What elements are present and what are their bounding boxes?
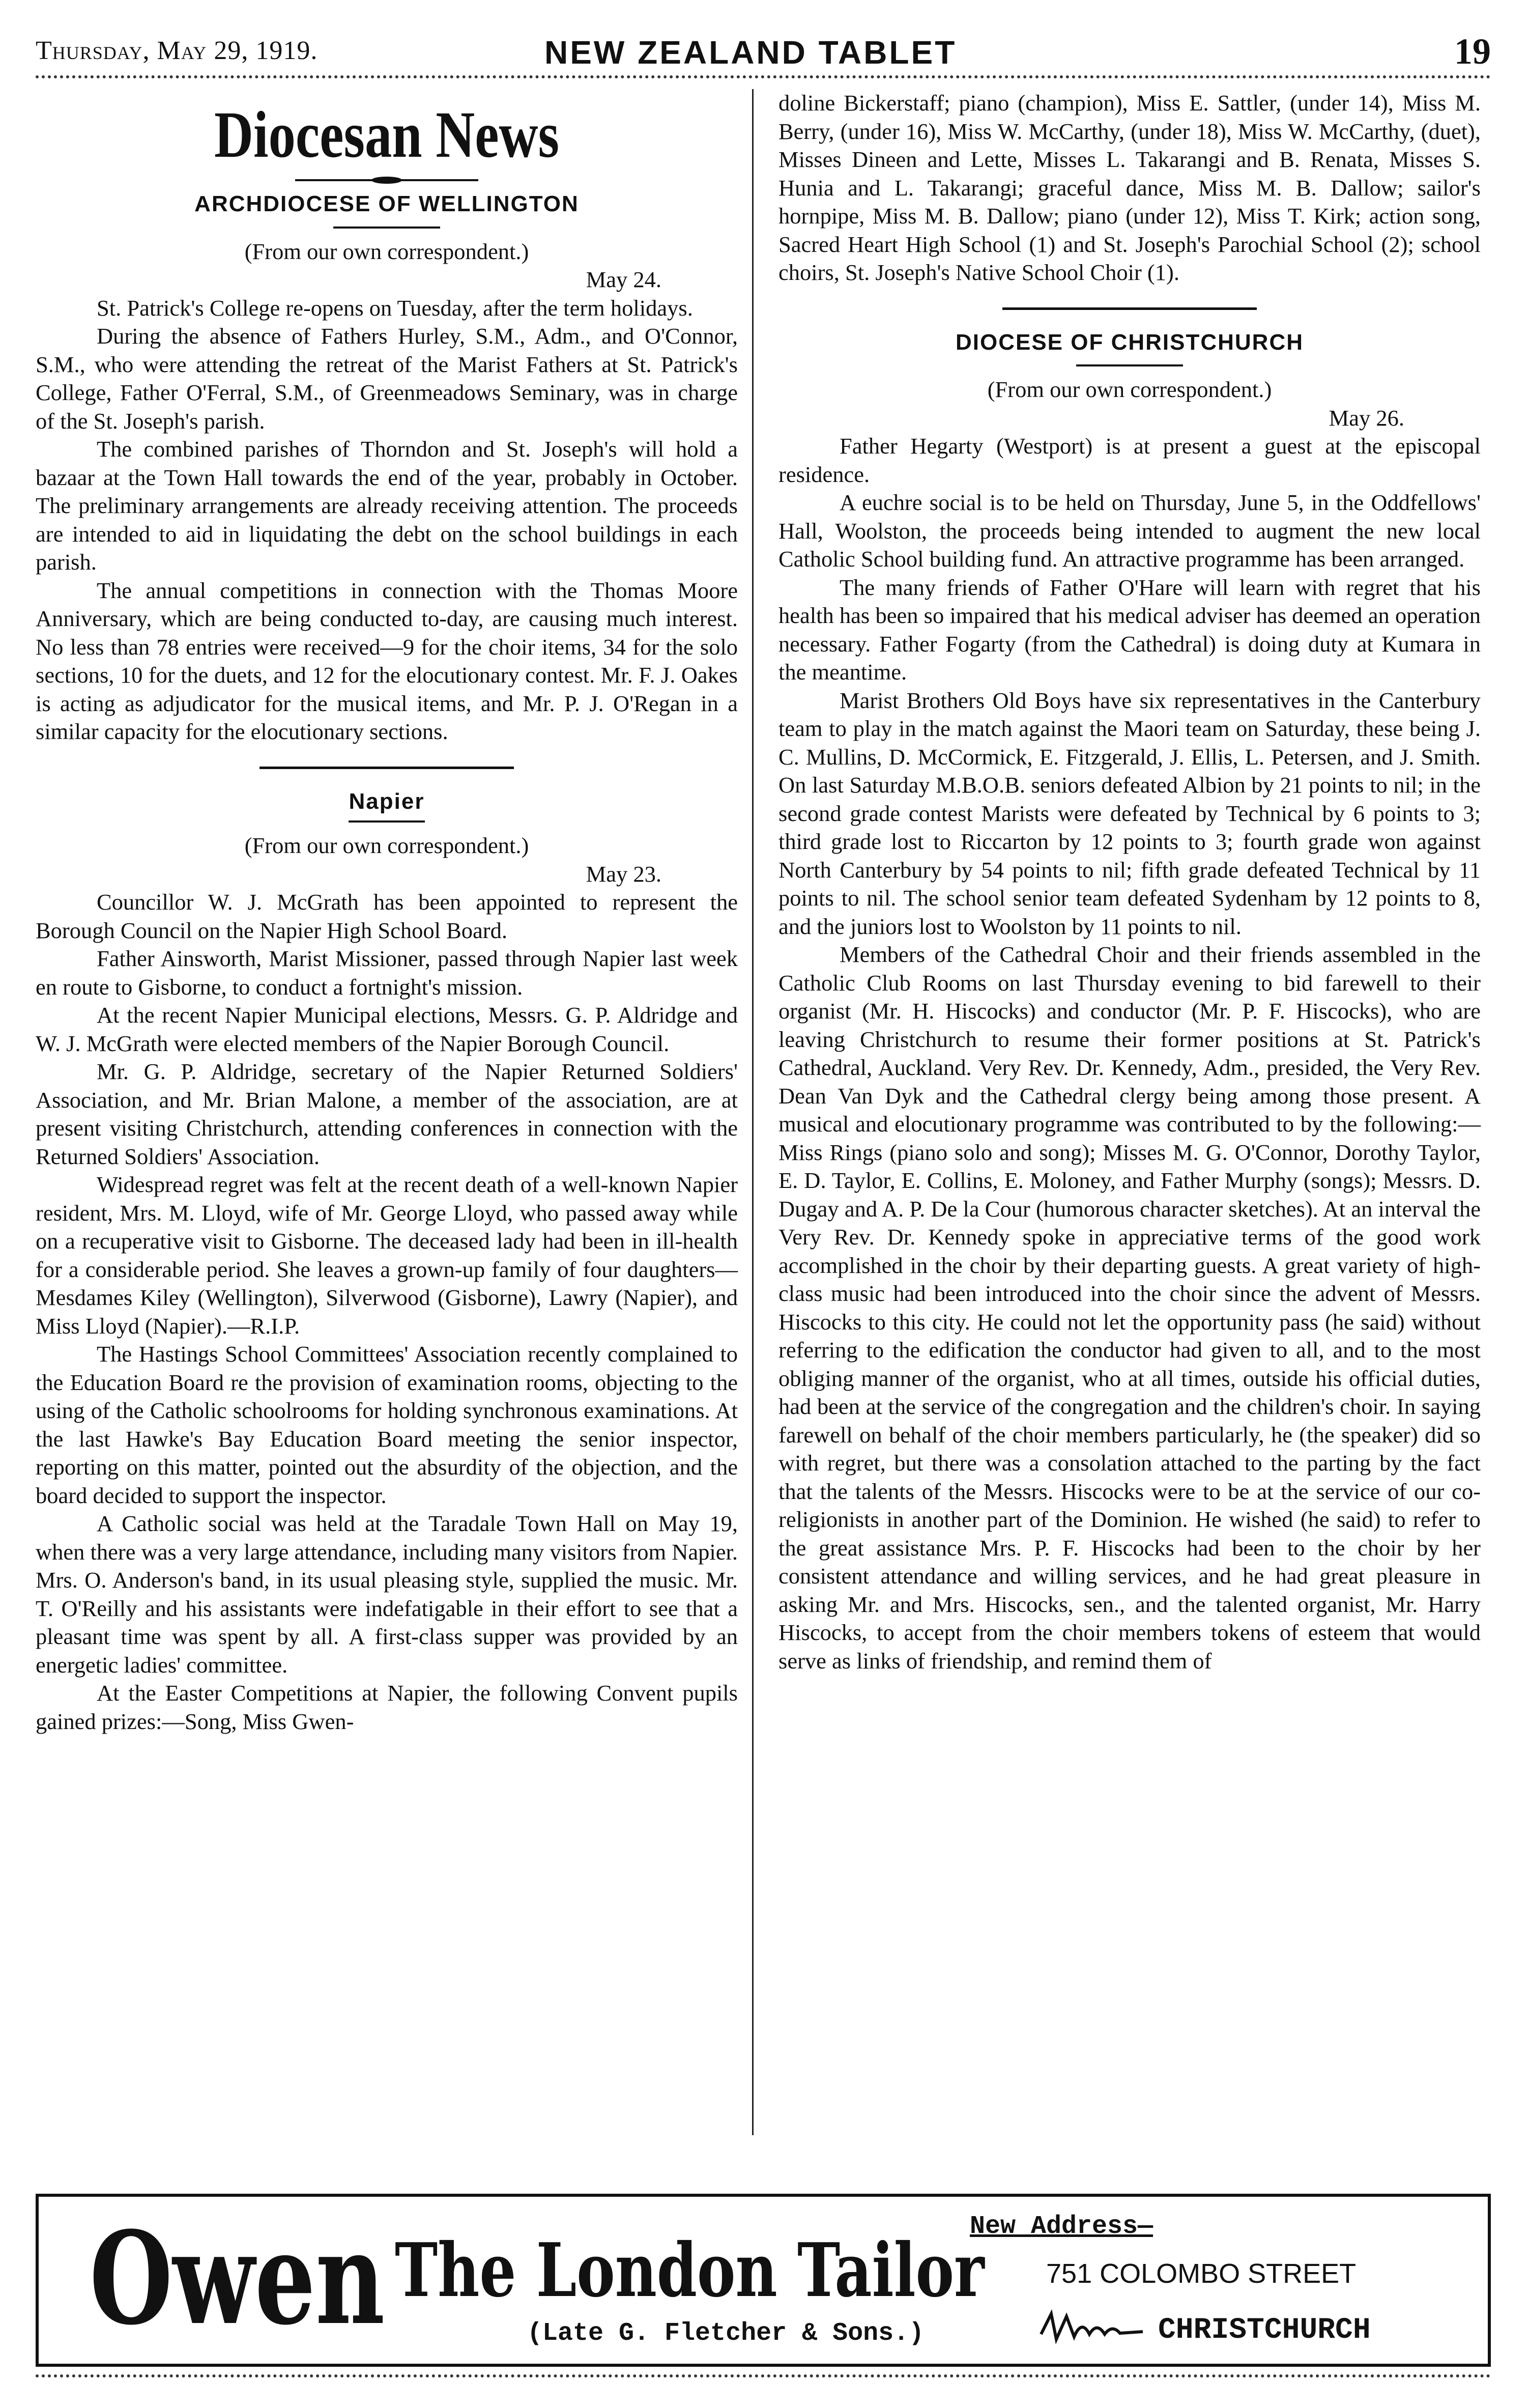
section-rule	[349, 820, 425, 823]
paragraph: A Catholic social was held at the Taradale Town Hall on May 19, when there was a very large attendance, including many visitors from Napier. Mrs. O. Anderson's band, in its usual pleasing style, supplied the music. Mr. T. O'Reilly and his assistants were indefatigable in their effort to see that a pleasant time was spent by all. A first-class supper was provided by an energetic ladies' committee.	[36, 1511, 738, 1678]
paragraph: Councillor W. J. McGrath has been appointed to represent the Borough Council on the Napier High School Board.	[36, 889, 738, 943]
masthead: NEW ZEALAND TABLET	[544, 34, 957, 71]
page-header	[36, 31, 1491, 71]
paragraph-continued: doline Bickerstaff; piano (champion), Miss E. Sattler, (under 14), Miss M. Berry, (under 16), Miss W. McCarthy, (under 18), Miss W. McCarthy, (duet), Misses Dineen and Lette, Misses L. Takarangi and B. Renata, Misses S. Hunia and L. Takarangi; graceful dance, Miss M. B. Dallow; sailor's hornpipe, Miss M. B. Dallow; piano (under 12), Miss T. Kirk; action song, Sacred Heart High School (1) and St. Joseph's Parochial School (2); school choirs, St. Joseph's Native School Choir (1).	[778, 90, 1481, 285]
page-title: Diocesan News	[214, 98, 560, 172]
header-rule	[36, 75, 1491, 78]
paragraph: The many friends of Father O'Hare will learn with regret that his health has been so impaired that his medical adviser has deemed an operation necessary. Father Fogarty (from the Cathedral) is doing duty at Kumara in the meantime.	[778, 574, 1481, 685]
left-column	[36, 89, 738, 1736]
issue-date: Thursday, May 29, 1919.	[36, 36, 318, 65]
wellington-heading: ARCHDIOCESE OF WELLINGTON	[194, 191, 579, 216]
section-divider	[1002, 307, 1257, 310]
napier-correspondent: (From our own correspondent.)	[244, 833, 529, 858]
paragraph: Widespread regret was felt at the recent death of a well-known Napier resident, Mrs. M. Lloyd, wife of Mr. George Lloyd, who passed away while on a recuperative visit to Gisborne. The deceased lady had been in ill-health for a considerable period. She leaves a grown-up family of four daughters—Mesdames Kiley (Wellington), Silverwood (Gisborne), Lawry (Napier), and Miss Lloyd (Napier).—R.I.P.	[36, 1172, 738, 1339]
title-ornament	[295, 177, 478, 184]
paragraph: The combined parishes of Thorndon and St. Joseph's will hold a bazaar at the Town Hall towards the end of the year, probably in October. The preliminary arrangements are already receiving attention. The proceeds are intended to aid in liquidating the debt on the school buildings in each parish.	[36, 436, 738, 575]
wellington-dateline: May 24.	[586, 267, 661, 292]
ad-city: CHRISTCHURCH	[1158, 2314, 1371, 2347]
section-rule	[333, 226, 440, 229]
section-rule	[1076, 364, 1183, 366]
wellington-correspondent: (From our own correspondent.)	[244, 238, 529, 264]
paragraph: A euchre social is to be held on Thursday, June 5, in the Oddfellows' Hall, Woolston, the proceeds being intended to augment the new local Catholic School building fund. An attractive programme has been arranged.	[778, 490, 1481, 572]
christchurch-heading: DIOCESE OF CHRISTCHURCH	[955, 329, 1304, 355]
paragraph: At the recent Napier Municipal elections, Messrs. G. P. Aldridge and W. J. McGrath were elected members of the Napier Borough Council.	[36, 1002, 738, 1056]
paragraph: Mr. G. P. Aldridge, secretary of the Napier Returned Soldiers' Association, and Mr. Brian Malone, a member of the association, are at present visiting Christchurch, attending conferences in connection with the Returned Soldiers' Association.	[36, 1059, 738, 1169]
paragraph: Members of the Cathedral Choir and their friends assembled in the Catholic Club Rooms on last Thursday evening to bid farewell to their organist (Mr. H. Hiscocks) and conductor (Mr. P. F. Hiscocks), who are leaving Christchurch to resume their former positions at St. Patrick's Cathedral, Auckland. Very Rev. Dr. Kennedy, Adm., presided, the Very Rev. Dean Van Dyk and the Cathedral clergy being among those present. A musical and elocutionary programme was contributed to by the following:—Miss Rings (piano solo and song); Misses M. G. O'Connor, Dorothy Taylor, E. D. Taylor, E. Collins, E. Moloney, and Father Murphy (songs); Messrs. D. Dugay and A. P. De la Cour (humorous character sketches). At an interval the Very Rev. Dr. Kennedy spoke in appreciative terms of the good work accomplished in the choir by their departing guests. A great variety of high-class music had been introduced into the choir since the advent of Messrs. Hiscocks to this city. He could not let the opportunity pass (he said) without referring to the edification the conductor had given to all, and to the most obliging manner of the organist, who at all times, outside his official duties, had been at the service of the congregation and the children's choir. In saying farewell on behalf of the choir members particularly, he (the speaker) did so with regret, but there was a consolation attached to the parting by the fact that the talents of the Messrs. Hiscocks were to be at the service of our co-religionists in another part of the Dominion. He wished (he said) to refer to the great assistance Mrs. P. F. Hiscocks had been to the choir by her consistent attendance and willing services, and he had great pleasure in asking Mr. and Mrs. Hiscocks, sen., and the talented organist, Mr. Harry Hiscocks, to accept from the choir members tokens of esteem that would serve as links of friendship, and remind them of	[778, 942, 1481, 1674]
ad-tagline: The London Tailor	[395, 2227, 985, 2314]
paragraph: Marist Brothers Old Boys have six representatives in the Canterbury team to play in the match against the Maori team on Saturday, these being J. C. Mullins, D. McCormick, E. Fitzgerald, J. Ellis, L. Petersen, and J. Smith. On last Saturday M.B.O.B. seniors defeated Albion by 21 points to nil; in the second grade contest Marists were defeated by Technical by 6 points to 3; third grade lost to Riccarton by 12 points to 3; fourth grade won against North Canterbury by 54 points to nil; fifth grade defeated Technical by 11 points to nil. The school senior team defeated Sydenham by 12 points to 8, and the juniors lost to Woolston by 11 points to nil.	[778, 687, 1481, 939]
signature-icon	[1036, 2304, 1148, 2349]
napier-heading: Napier	[349, 788, 425, 814]
napier-dateline: May 23.	[586, 861, 661, 887]
paragraph: At the Easter Competitions at Napier, the following Convent pupils gained prizes:—Song, Miss Gwen-	[36, 1680, 738, 1734]
advertisement	[36, 2194, 1491, 2367]
section-divider	[259, 767, 514, 769]
paragraph: Father Hegarty (Westport) is at present a guest at the episcopal residence.	[778, 433, 1481, 487]
christchurch-dateline: May 26.	[1329, 405, 1404, 431]
right-column	[778, 89, 1481, 1675]
ad-brand: Owen	[90, 2203, 385, 2353]
paragraph: The annual competitions in connection with the Thomas Moore Anniversary, which are being conducted to-day, are causing much interest. No less than 78 entries were received—9 for the choir items, 34 for the solo sections, 10 for the duets, and 12 for the elocutionary contest. Mr. F. J. Oakes is acting as adjudicator for the musical items, and Mr. P. J. O'Regan in a similar capacity for the elocutionary sections.	[36, 577, 738, 744]
paragraph: Father Ainsworth, Marist Missioner, passed through Napier last week en route to Gisborne, to conduct a fortnight's mission.	[36, 946, 738, 1000]
page-number: 19	[1454, 31, 1491, 72]
christchurch-correspondent: (From our own correspondent.)	[987, 377, 1272, 402]
footer-rule	[36, 2374, 1491, 2377]
paragraph: During the absence of Fathers Hurley, S.M., Adm., and O'Connor, S.M., who were attending the retreat of the Marist Fathers at St. Patrick's College, Father O'Ferral, S.M., of Greenmeadows Seminary, was in charge of the St. Joseph's parish.	[36, 323, 738, 434]
ad-late-line: (Late G. Fletcher & Sons.)	[527, 2319, 925, 2348]
paragraph: The Hastings School Committees' Association recently complained to the Education Board re the provision of examination rooms, objecting to the using of the Catholic schoolrooms for holding synchronous examinations. At the last Hawke's Bay Education Board meeting the senior inspector, reporting on this matter, pointed out the absurdity of the objection, and the board decided to support the inspector.	[36, 1341, 738, 1508]
paragraph: St. Patrick's College re-opens on Tuesday, after the term holidays.	[97, 295, 693, 321]
ad-new-address-label: New Address—	[970, 2212, 1153, 2241]
ad-street: 751 COLOMBO STREET	[1046, 2258, 1357, 2289]
column-divider	[752, 89, 754, 2135]
